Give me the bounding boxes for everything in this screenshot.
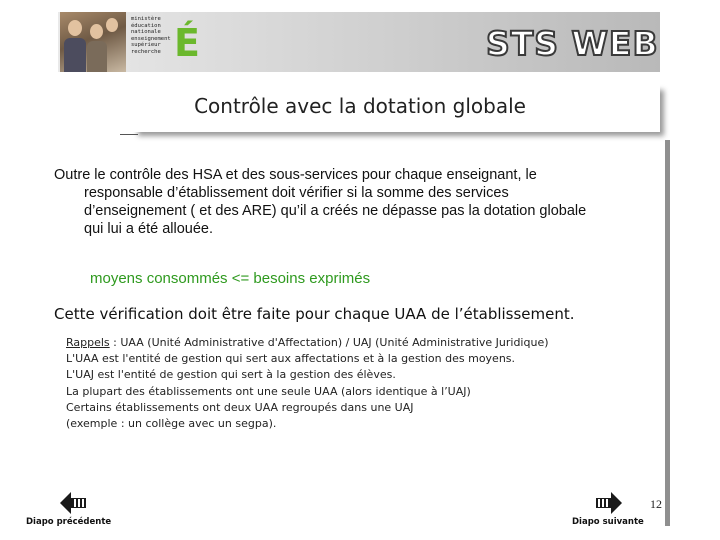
intro-line: Outre le contrôle des HSA et des sous-services pour chaque enseignant, le [54,167,537,183]
page-title: Contrôle avec la dotation globale [194,94,526,118]
previous-slide-button[interactable] [22,492,122,532]
intro-paragraph [54,166,654,238]
right-shadow [665,140,670,526]
verification-statement: Cette vérification doit être faite pour chaque UAA de l’établissement. [54,305,575,323]
ministry-logo-text: ministère éducation nationale enseignement supérieur recherche [131,16,171,55]
sts-web-logo: STS WEB [486,24,659,63]
note-line: Certains établissements ont deux UAA regroupés dans une UAJ [66,400,414,414]
intro-line: d’enseignement ( et des ARE) qu’il a créés ne dépasse pas la dotation globale [84,203,587,219]
ministry-e-logo: É [174,21,200,65]
note-line: (exemple : un collège avec un segpa). [66,417,277,431]
note-line: L'UAJ est l'entité de gestion qui sert à la gestion des élèves. [66,368,396,382]
page-number: 12 [650,497,662,511]
rappels-text: : UAA (Unité Administrative d'Affectation) / UAJ (Unité Administrative Juridique) [109,336,549,349]
next-slide-label: Diapo suivante [572,517,644,527]
next-slide-button[interactable] [566,492,656,532]
previous-slide-label: Diapo précédente [26,517,112,527]
reminder-notes [66,335,666,432]
highlight-rule: moyens consommés <= besoins exprimés [90,270,371,287]
note-line: L'UAA est l'entité de gestion qui sert aux affectations et à la gestion des moyens. [66,352,516,366]
students-photo [60,12,126,72]
title-divider [120,134,138,135]
arrow-left-icon [60,492,86,514]
arrow-right-icon [596,492,622,514]
intro-line: qui lui a été allouée. [84,221,213,237]
intro-line: responsable d’établissement doit vérifier si la somme des services [84,185,509,201]
note-line: La plupart des établissements ont une seule UAA (alors identique à l’UAJ) [66,384,471,398]
rappels-label: Rappels [66,336,110,349]
rappels-line [66,335,666,351]
